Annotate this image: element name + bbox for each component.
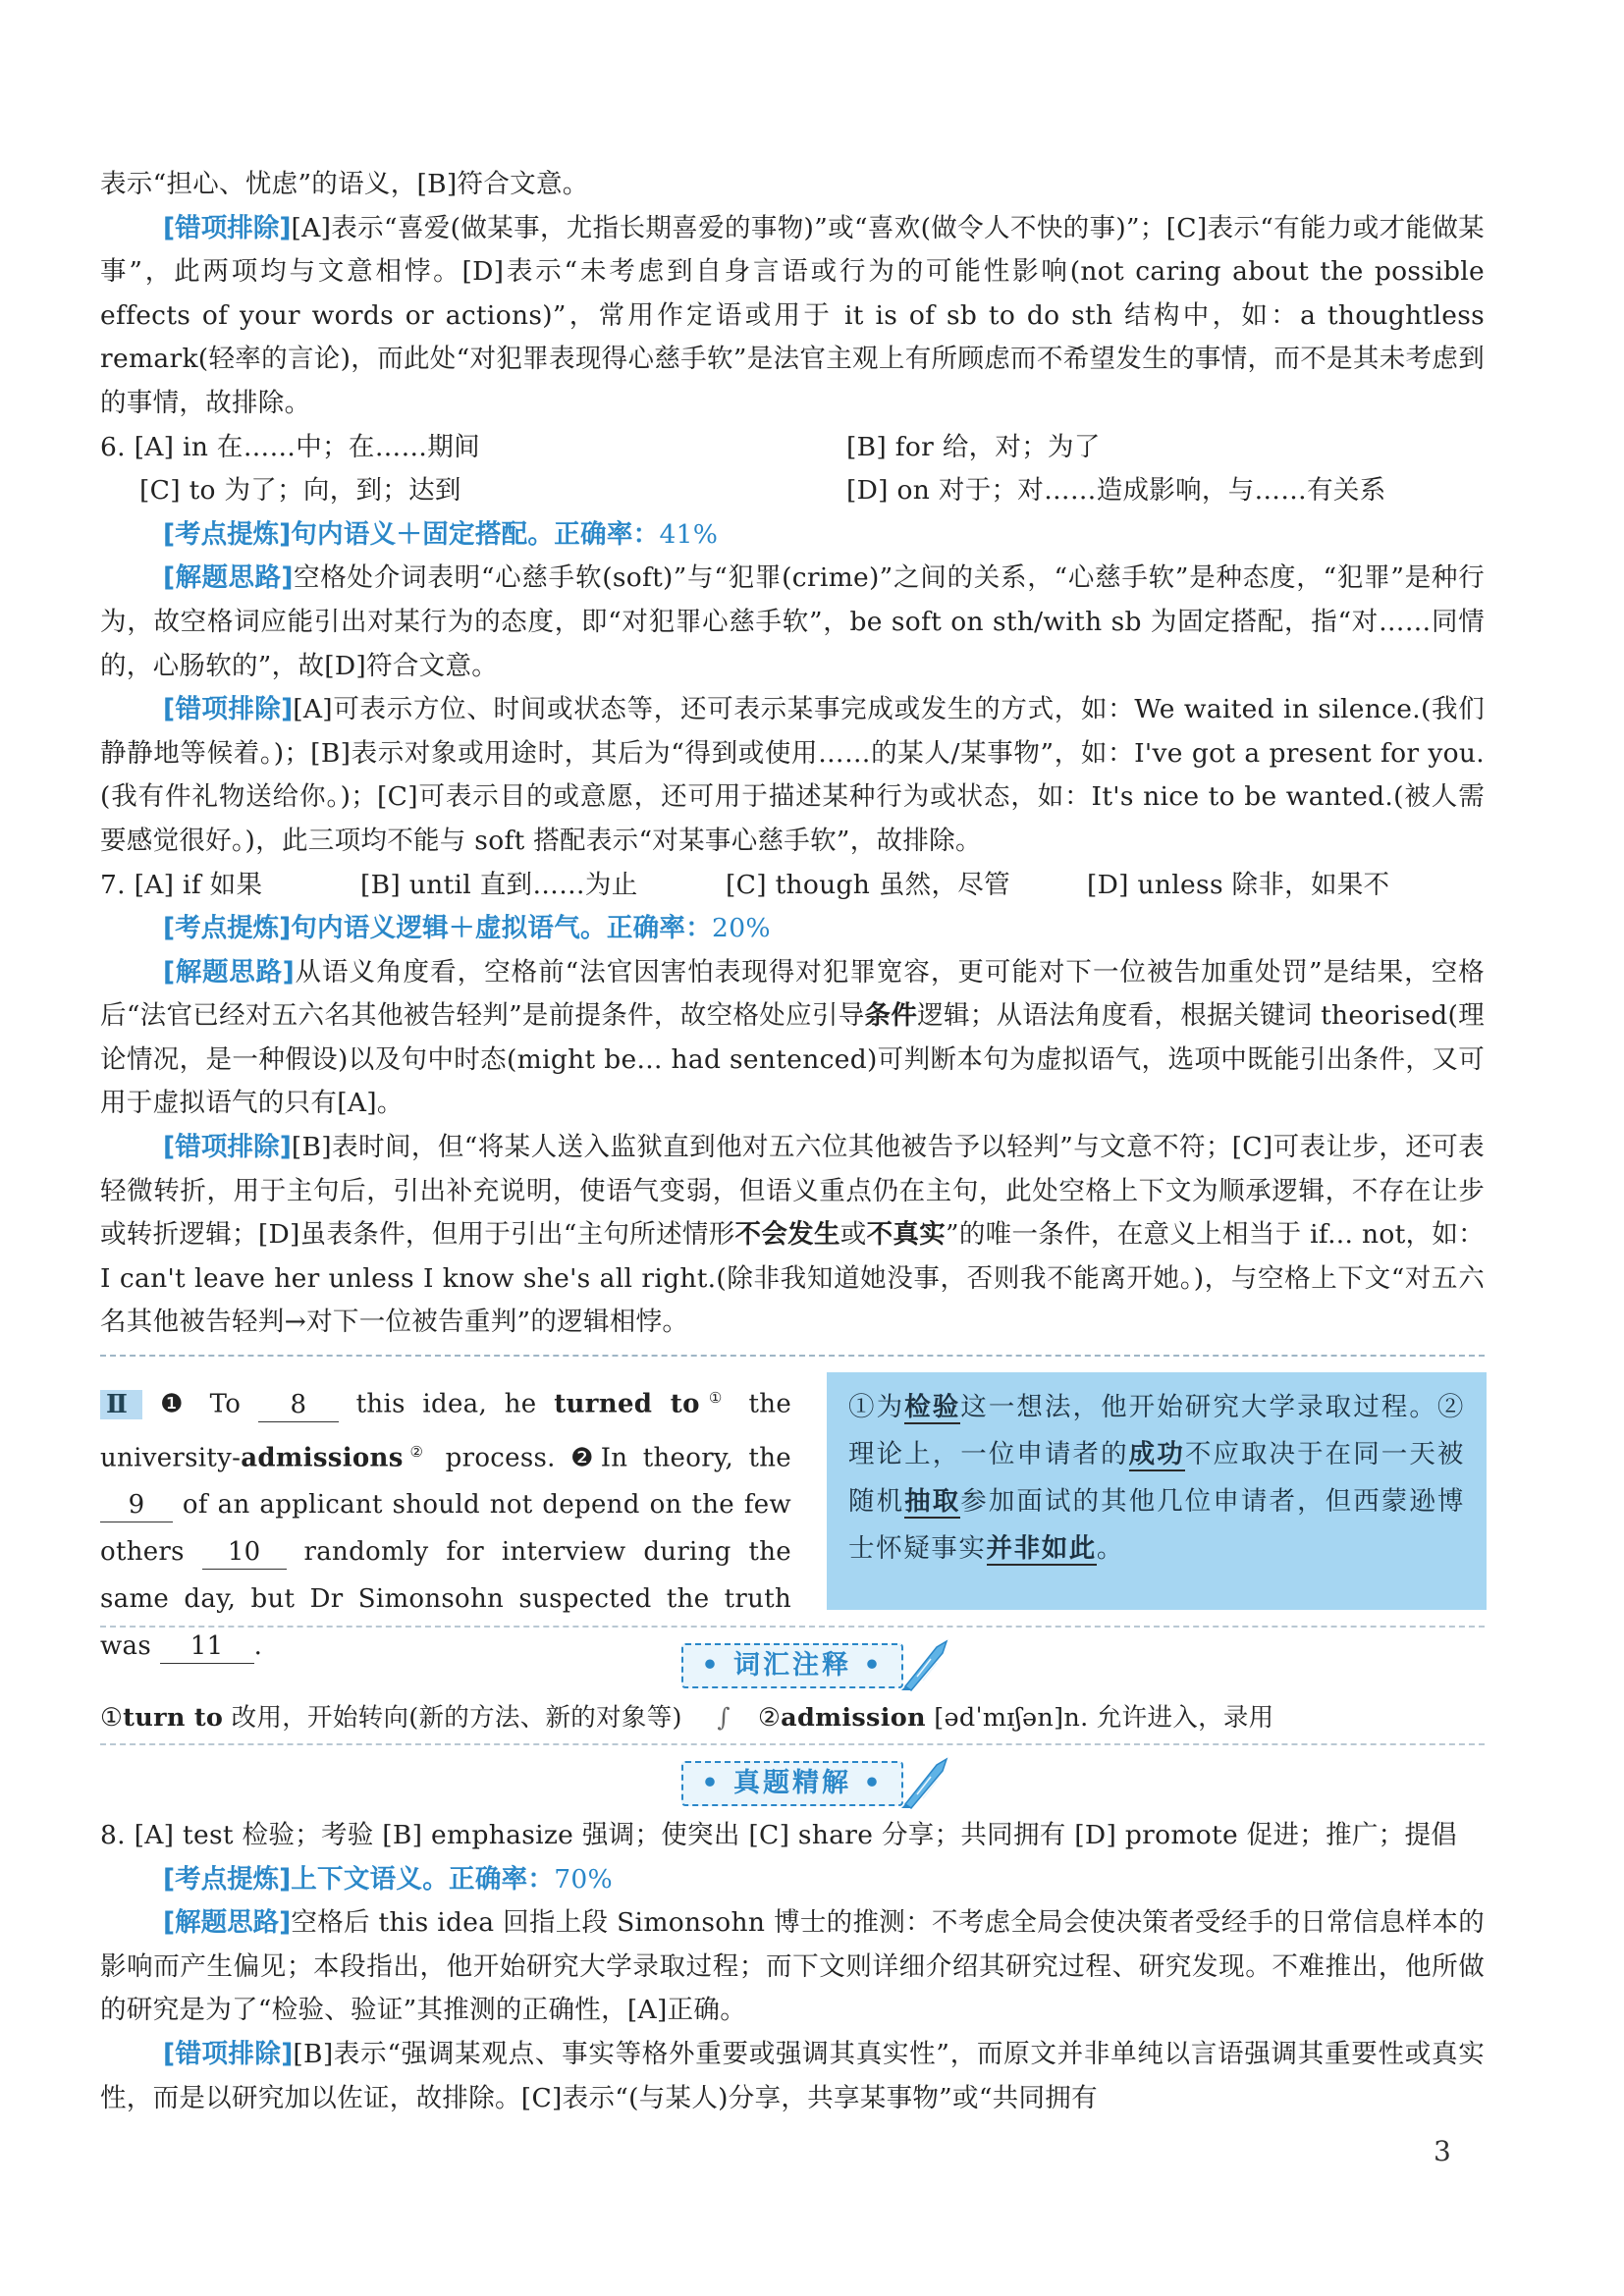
translation-box xyxy=(827,1372,1487,1610)
q8-exam-point xyxy=(100,1858,1485,1902)
blank-11[interactable]: 11 xyxy=(160,1629,254,1664)
trans-1: ①为 xyxy=(848,1392,905,1423)
vocab-2-num: ② xyxy=(758,1703,782,1734)
q7-idea-text-2: 逻辑；从语法角度看，根据关键词 theorised(理论情况，是一种假设)以及句中时态(might be... had sentenced)可判断本句为虚拟语气，选项中既能引出条件，又可用于虚拟语气的只有[A]。 xyxy=(100,1000,1485,1119)
vocab-item-2 xyxy=(758,1698,1273,1737)
q6-option-c: [C] to 为了；向，到；达到 xyxy=(139,475,461,507)
pen-icon xyxy=(897,1637,956,1692)
trans-2: 这一想法，他开始研究大学录取过程。②理论上，一位申请者的 xyxy=(848,1392,1465,1470)
q7-point-text: 句内语义逻辑＋虚拟语气。正确率： xyxy=(291,913,713,944)
trans-4: 参加面试的其他几位申请者，但西蒙逊博士怀疑事实 xyxy=(848,1486,1465,1565)
q5-wrong-options xyxy=(100,207,1485,426)
blank-9[interactable]: 9 xyxy=(100,1488,173,1522)
q6-accuracy: 41% xyxy=(659,518,719,550)
q7-wrong-text-3: ”的唯一条件，在意义上相当于 if... not，如：I can't leave her unless I know she's all right.(除非我知道她没事，否则我不能离开她。)，与空格上下文“对五六名其他被告轻判→对下一位被告重判”的逻辑相悖。 xyxy=(100,1219,1485,1338)
q5-wrong-text: [A]表示“喜爱(做某事，尤指长期喜爱的事物)”或“喜欢(做令人不快的事)”；[C]表示“有能力或才能做某事”，此两项均与文意相悖。[D]表示“未考虑到自身言语或行为的可能性影响(not caring about the possible effects of your words or actions)”，常用作定语或用于 it is of sb to do sth 结构中，如：a thoughtless remark(轻率的言论)，而此处“对犯罪表现得心慈手软”是法官主观上有所顾虑而不希望发生的事情，而不是其未考虑到的事情，故排除。 xyxy=(100,212,1485,418)
q8-solution-idea xyxy=(100,1901,1485,2033)
paragraph-number: Ⅱ xyxy=(100,1390,142,1419)
exam-section-title: • 真题精解 • xyxy=(681,1761,902,1806)
q8-accuracy: 70% xyxy=(554,1863,614,1895)
q7-option-b: [B] until 直到……为止 xyxy=(360,869,638,900)
exam-point-tag: [考点提炼] xyxy=(163,913,292,944)
vocab-section-header xyxy=(100,1637,1485,1696)
passage-s2-b: of an applicant should not depend on the few others xyxy=(100,1490,791,1568)
q7-option-c: [C] though 虽然，尽管 xyxy=(726,869,1010,900)
q7-exam-point xyxy=(100,907,1485,951)
q8-point-text: 上下文语义。正确率： xyxy=(291,1863,555,1895)
trans-underline-4: 并非如此 xyxy=(986,1533,1097,1565)
note-ref-1: ① xyxy=(699,1389,731,1408)
wrong-options-tag: [错项排除] xyxy=(163,694,294,725)
q8-idea-text: 空格后 this idea 回指上段 Simonsohn 博士的推测：不考虑全局会使决策者受经手的日常信息样本的影响而产生偏见；本段指出，他开始研究大学录取过程；而下文则详细介绍其研究过程、研究发现。不难推出，他所做的研究是为了“检验、验证”其推测的正确性，[A]正确。 xyxy=(100,1907,1485,2026)
q7-option-a: 7. [A] if 如果 xyxy=(100,869,263,900)
page-content xyxy=(100,163,1485,2120)
passage-s1-c: the university- xyxy=(100,1389,792,1473)
q8-wrong-text: [B]表示“强调某观点、事实等格外重要或强调其真实性”，而原文并非单纯以言语强调其重要性或真实性，而是以研究加以佐证，故排除。[C]表示“(与某人)分享，共享某事物”或“共同拥有 xyxy=(100,2039,1485,2113)
exam-section-header xyxy=(100,1755,1485,1814)
q7-accuracy: 20% xyxy=(712,913,771,944)
sentence-2-marker: ❷ xyxy=(570,1443,601,1473)
wrong-options-tag: [错项排除] xyxy=(163,1132,292,1163)
trans-3: 不应取决于在同一天被随机 xyxy=(848,1439,1466,1518)
vocab-1-word: turn to xyxy=(123,1703,224,1734)
passage-s2-d: . xyxy=(253,1631,263,1662)
q5-conclusion: 表示“担心、忧虑”的语义，[B]符合文意。 xyxy=(100,169,589,199)
keyword-turned-to: turned to xyxy=(554,1389,700,1419)
passage-block xyxy=(100,1374,1485,1662)
trans-5: 。 xyxy=(1096,1533,1125,1565)
blank-8[interactable]: 8 xyxy=(258,1388,339,1422)
passage-s1-d: process. xyxy=(445,1443,556,1473)
q7-option-d: [D] unless 除非，如果不 xyxy=(1087,869,1390,900)
q7-idea-bold: 条件 xyxy=(864,1000,918,1032)
trans-underline-2: 成功 xyxy=(1128,1439,1185,1470)
vocab-separator: ∫ xyxy=(717,1703,731,1734)
q6-option-a: 6. [A] in 在……中；在……期间 xyxy=(100,431,480,462)
q6-option-d: [D] on 对于；对……造成影响，与……有关系 xyxy=(846,475,1386,507)
q6-option-b: [B] for 给，对；为了 xyxy=(846,431,1101,462)
vocab-1-num: ① xyxy=(100,1703,124,1734)
wrong-options-tag: [错项排除] xyxy=(163,2039,294,2069)
passage-s1-a: To xyxy=(209,1389,242,1419)
q7-wrong-options xyxy=(100,1126,1485,1345)
q6-idea-text: 空格处介词表明“心慈手软(soft)”与“犯罪(crime)”之间的关系，“心慈手软”是种态度，“犯罪”是种行为，故空格词应能引出对某行为的态度，即“对犯罪心慈手软”，be soft on sth/with sb 为固定搭配，指“对……同情的，心肠软的”，故[D]符合文意。 xyxy=(100,562,1485,681)
passage-s2-a: In theory, the xyxy=(600,1443,791,1473)
trans-underline-3: 抽取 xyxy=(904,1486,961,1518)
passage-s2-c: randomly for interview during the same day, but Dr Simonsohn suspected the truth was xyxy=(100,1537,791,1662)
q8-options: 8. [A] test 检验；考验 [B] emphasize 强调；使突出 [C] share 分享；共同拥有 [D] promote 促进；推广；提倡 xyxy=(100,1820,1458,1851)
q6-wrong-text: [A]可表示方位、时间或状态等，还可表示某事完成或发生的方式，如：We waited in silence.(我们静静地等候着。)；[B]表示对象或用途时，其后为“得到或使用……的某人/某事物”，如：I've got a present for you.(我有件礼物送给你。)；[C]可表示目的或意愿，还可用于描述某种行为或状态，如：It's nice to be wanted.(被人需要感觉很好。)，此三项均不能与 soft 搭配表示“对某事心慈手软”，故排除。 xyxy=(100,694,1485,856)
sentence-1-marker: ❶ xyxy=(160,1389,192,1419)
q7-idea-text-1: 从语义角度看，空格前“法官因害怕表现得对犯罪宽容，更可能对下一位被告加重处罚”是结果，空格后“法官已经对五六名其他被告轻判”是前提条件，故空格处应引导 xyxy=(100,956,1485,1032)
vocab-2-def: [ədˈmɪʃən]n. 允许进入，录用 xyxy=(925,1703,1274,1734)
q6-exam-point xyxy=(100,513,1485,558)
solution-idea-tag: [解题思路] xyxy=(163,1907,292,1939)
vocab-item-1 xyxy=(100,1698,689,1737)
wrong-options-tag: [错项排除] xyxy=(163,212,292,243)
vocab-notes xyxy=(100,1698,1485,1737)
section-divider xyxy=(100,1355,1485,1357)
passage-s1-b: this idea, he xyxy=(355,1389,537,1419)
blank-10[interactable]: 10 xyxy=(202,1535,287,1570)
passage-text xyxy=(100,1374,791,1670)
exam-point-tag: [考点提炼] xyxy=(163,1863,292,1895)
q7-wrong-bold-1: 不会发生 xyxy=(734,1219,840,1251)
note-ref-2: ② xyxy=(403,1442,431,1461)
q6-wrong-options xyxy=(100,688,1485,863)
vocab-section-title: • 词汇注释 • xyxy=(681,1643,902,1688)
exam-point-tag: [考点提炼] xyxy=(163,518,292,550)
solution-idea-tag: [解题思路] xyxy=(163,562,294,594)
q6-options xyxy=(100,426,1485,513)
q7-wrong-text-1: [B]表时间，但“将某人送入监狱直到他对五六位其他被告予以轻判”与文意不符；[C]可表让步，还可表轻微转折，用于主句后，引出补充说明，使语气变弱，但语义重点仍在主句，此处空格上下文为顺承逻辑，不存在让步或转折逻辑；[D]虽表条件，但用于引出“主句所述情形 xyxy=(100,1132,1485,1251)
vocab-2-word: admission xyxy=(781,1703,926,1734)
vocab-1-def: 改用，开始转向(新的方法、新的对象等) xyxy=(223,1703,682,1734)
q6-point-text: 句内语义＋固定搭配。正确率： xyxy=(291,518,660,550)
q7-solution-idea xyxy=(100,951,1485,1126)
q7-options xyxy=(100,864,1485,908)
section-divider xyxy=(100,1743,1485,1745)
q8-wrong-options xyxy=(100,2033,1485,2120)
solution-idea-tag: [解题思路] xyxy=(163,956,295,988)
pen-icon xyxy=(897,1755,956,1810)
q7-wrong-bold-2: 不真实 xyxy=(866,1219,947,1251)
page-number: 3 xyxy=(1434,2135,1451,2167)
keyword-admissions: admissions xyxy=(241,1443,404,1473)
q7-wrong-text-2: 或 xyxy=(839,1219,867,1251)
q6-solution-idea xyxy=(100,557,1485,688)
trans-underline-1: 检验 xyxy=(904,1392,961,1423)
